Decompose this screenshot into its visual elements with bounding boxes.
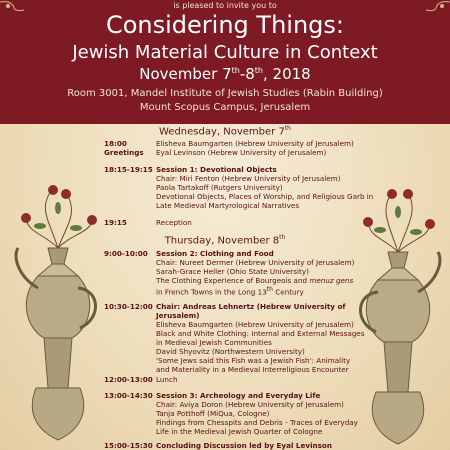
- title-line-1: Considering Things:: [105, 11, 344, 39]
- dates-part: , 2018: [263, 65, 311, 83]
- time-slot: 18:15-19:15: [104, 165, 153, 174]
- talk-title-part: The Clothing Experience of Bourgeois and: [156, 276, 310, 285]
- session-title: Session 1: Devotional Objects: [156, 165, 277, 174]
- dates-part: November 7: [139, 65, 232, 83]
- row-body: [156, 302, 374, 374]
- day-heading-thursday: [0, 234, 450, 246]
- talk-title: Life in the Medieval Jewish Quarter of Cologne: [156, 427, 323, 436]
- time-slot: 13:00-14:30: [104, 391, 153, 400]
- ewer-illustration-left-icon: [8, 178, 108, 450]
- speaker: Eyal Levinson (Hebrew University of Jerusalem): [156, 148, 327, 157]
- time-text: 18:00: [104, 139, 127, 148]
- day-name: Wednesday, November 7: [159, 126, 285, 138]
- talk-title-part: in French Towns in the Long 13: [156, 287, 267, 297]
- event-dates: [0, 65, 450, 83]
- talk-title: Late Medieval Martyrological Narratives: [156, 201, 300, 210]
- talk-title: [156, 276, 374, 285]
- concluding-discussion: Concluding Discussion led by Eyal Levinson: [156, 441, 332, 450]
- session-title: Session 3: Archeology and Everyday Life: [156, 391, 321, 400]
- speaker: Elisheva Baumgarten (Hebrew University of Jerusalem): [156, 139, 354, 148]
- talk-title: Findings from Chesspits and Debris - Traces of Everyday: [156, 418, 358, 427]
- dates-sup: th: [254, 66, 264, 75]
- speaker: Tanja Potthoff (MiQua, Cologne): [156, 409, 270, 418]
- day-name: Thursday, November 8: [164, 235, 280, 247]
- talk-title-part: Century: [272, 287, 304, 297]
- speaker: David Shyovitz (Northwestern University): [156, 347, 305, 356]
- dates-part: -8: [239, 65, 255, 83]
- title-line-2: Jewish Material Culture in Context: [72, 42, 378, 63]
- invite-text: is pleased to invite you to: [173, 1, 277, 10]
- row-body: [156, 391, 374, 436]
- talk-title: in Medieval Jewish Communities: [156, 338, 272, 347]
- talk-title: Devotional Objects, Places of Worship, and Religious Garb in: [156, 192, 374, 201]
- speaker: Paola Tartakoff (Rutgers University): [156, 183, 283, 192]
- time-slot: [104, 139, 154, 157]
- talk-title: and Materiality in a Medieval Interreligious Encounter: [156, 365, 349, 374]
- speaker: Elisheva Baumgarten (Hebrew University of Jerusalem): [156, 320, 354, 329]
- row-body: [156, 165, 374, 210]
- lunch-label: Lunch: [156, 375, 178, 384]
- chair: Chair: Miri Fenton (Hebrew University of Jerusalem): [156, 174, 341, 183]
- day-sup: th: [279, 234, 286, 241]
- slot-label: Greetings: [104, 148, 144, 157]
- row-body: [156, 249, 374, 296]
- talk-title: [156, 285, 374, 296]
- speaker: Sarah-Grace Heller (Ohio State University): [156, 267, 309, 276]
- talk-title: Black and White Clothing: Internal and External Messages: [156, 329, 365, 338]
- day-sup: th: [284, 125, 291, 132]
- session-title: Session 2: Clothing and Food: [156, 249, 274, 258]
- time-slot: 15:00-15:30: [104, 441, 153, 450]
- time-slot: 9:00-10:00: [104, 249, 148, 258]
- time-slot: 12:00-13:00: [104, 375, 153, 384]
- day-heading-wednesday: [0, 125, 450, 137]
- venue-line-1: Room 3001, Mandel Institute of Jewish Studies (Rabin Building): [67, 88, 383, 99]
- talk-title-italic: menuz gens: [309, 276, 354, 285]
- dates-sup: th: [231, 66, 240, 75]
- chair: Chair: Andreas Lehnertz (Hebrew University of Jerusalem): [156, 302, 346, 320]
- venue-line-2: Mount Scopus Campus, Jerusalem: [139, 102, 311, 113]
- talk-title-sup: th: [266, 286, 273, 293]
- row-body: [156, 139, 374, 157]
- time-slot: 19:15: [104, 218, 127, 227]
- talk-title: 'Some Jews said this Fish was a Jewish Fish': Animality: [156, 356, 351, 365]
- time-slot: 10:30-12:00: [104, 302, 153, 311]
- reception-label: Reception: [156, 218, 192, 227]
- header-band: [0, 0, 450, 124]
- chair: Chair: Nureet Dermer (Hebrew University of Jerusalem): [156, 258, 355, 267]
- chair: Chair: Aviya Doron (Hebrew University of Jerusalem): [156, 400, 344, 409]
